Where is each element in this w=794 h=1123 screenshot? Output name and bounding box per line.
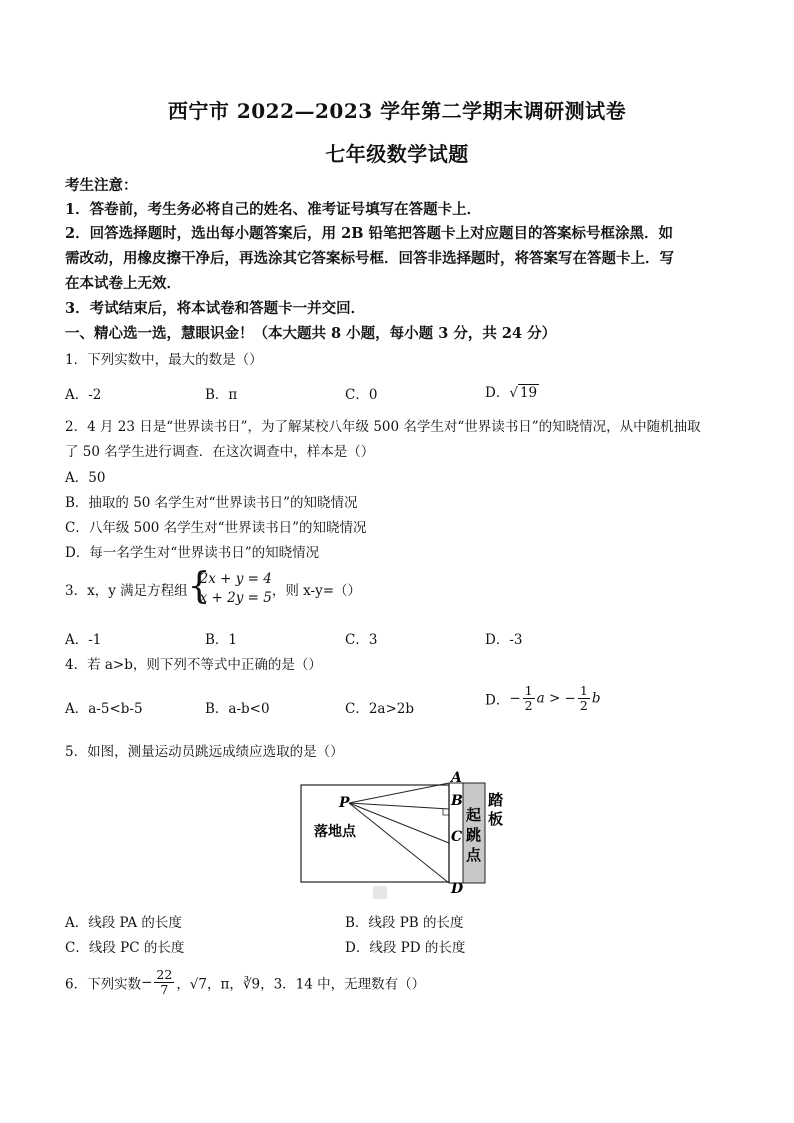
- q4-option-c: C．2a>2b: [345, 701, 415, 717]
- notice-heading: 考生注意：: [65, 177, 138, 194]
- fraction-numerator: 1: [579, 683, 588, 698]
- q1-option-c: C．0: [345, 387, 378, 403]
- page-title: 西宁市 2022—2023 学年第二学期末调研测试卷: [167, 99, 627, 123]
- q1-option-d: [485, 381, 539, 401]
- fraction-denominator: 2: [524, 698, 533, 713]
- q2-option-a: A．50: [65, 470, 106, 486]
- q3-option-c: C．3: [345, 632, 378, 648]
- fraction: [578, 684, 590, 713]
- q1-option-d-label: D．: [485, 385, 510, 401]
- label-landing: 落地点: [314, 824, 356, 840]
- question-1-stem: 1．下列实数中，最大的数是（）: [65, 352, 263, 368]
- q2-option-b: B．抽取的 50 名学生对“世界读书日”的知晓情况: [65, 495, 358, 511]
- variable: b: [591, 690, 601, 707]
- notice-item: 1．答卷前，考生务必将自己的姓名、准考证号填写在答题卡上．: [65, 201, 482, 218]
- q4-option-d-label: D．: [485, 692, 510, 709]
- label-c: C: [451, 829, 463, 845]
- q3-stem-suffix: ，则 x-y=（）: [271, 583, 362, 599]
- brace-symbol: {: [187, 566, 211, 607]
- label-takeoff-1: 起: [466, 806, 482, 824]
- fraction-numerator: 1: [524, 683, 533, 698]
- q3-option-d: D．-3: [485, 632, 523, 648]
- fraction: [154, 968, 174, 997]
- notice-item: 2．回答选择题时，选出每小题答案后，用 2B 铅笔把答题卡上对应题目的答案标号框涂黑．如: [65, 225, 674, 242]
- question-6-stem: [65, 968, 425, 997]
- q4-option-a: A．a-5<b-5: [65, 701, 143, 717]
- q1-option-b: B．π: [205, 387, 238, 403]
- notice-item: 在本试卷上无效．: [65, 275, 181, 292]
- label-board-1: 踏: [488, 791, 504, 809]
- variable: a: [536, 690, 545, 707]
- label-board-2: 板: [488, 810, 504, 828]
- q3-option-b: B．1: [205, 632, 238, 648]
- label-a: A: [451, 770, 462, 786]
- q2-option-c: C．八年级 500 名学生对“世界读书日”的知晓情况: [65, 520, 367, 536]
- notice-item: 3．考试结束后，将本试卷和答题卡一并交回．: [65, 300, 366, 317]
- equation-2: x + 2y = 5: [199, 590, 272, 606]
- label-p: P: [339, 795, 350, 811]
- sqrt-symbol: √ 19: [509, 385, 538, 401]
- q5-option-b: B．线段 PB 的长度: [345, 915, 464, 931]
- equation-system: [187, 566, 272, 608]
- label-takeoff-2: 跳: [466, 826, 482, 844]
- question-5-stem: 5．如图，测量运动员跳远成绩应选取的是（）: [65, 744, 344, 760]
- section-heading: 一、精心选一选，慧眼识金！（本大题共 8 小题，每小题 3 分，共 24 分）: [65, 325, 557, 342]
- q6-stem-suffix: ，√7，π，∛9，3．14 中，无理数有（）: [176, 976, 426, 993]
- minus-sign: −: [141, 974, 153, 991]
- question-2-stem: 2．4 月 23 日是“世界读书日”，为了解某校八年级 500 名学生对“世界读书日”的知晓情况，从中随机抽取: [65, 419, 701, 435]
- q3-stem-prefix: 3．x，y 满足方程组: [65, 583, 188, 599]
- minus-sign: −: [509, 690, 521, 707]
- label-d: D: [451, 881, 464, 897]
- question-2-stem-cont: 了 50 名学生进行调查．在这次调查中，样本是（）: [65, 444, 375, 460]
- fraction: [523, 684, 535, 713]
- notice-item: 需改动，用橡皮擦干净后，再选涂其它答案标号框．回答非选择题时，将答案写在答题卡上．写: [65, 250, 674, 267]
- q6-stem-prefix: 6．下列实数: [65, 976, 142, 993]
- q1-option-a: A．-2: [65, 387, 102, 403]
- long-jump-figure: [285, 765, 515, 900]
- fraction-denominator: 7: [160, 982, 169, 997]
- q4-option-b: B．a-b<0: [205, 701, 270, 717]
- q2-option-d: D．每一名学生对“世界读书日”的知晓情况: [65, 545, 320, 561]
- q5-option-c: C．线段 PC 的长度: [65, 940, 185, 956]
- figure-smudge: [373, 886, 387, 899]
- question-3-stem: [65, 566, 362, 608]
- equation-1: 2x + y = 4: [199, 571, 272, 587]
- q4-option-d: [485, 684, 600, 713]
- page-subtitle: 七年级数学试题: [325, 142, 469, 166]
- question-4-stem: 4．若 a>b，则下列不等式中正确的是（）: [65, 657, 322, 673]
- fraction-denominator: 2: [579, 698, 588, 713]
- operator: > −: [544, 690, 576, 707]
- q1-option-d-radicand: 19: [519, 385, 538, 401]
- q5-option-d: D．线段 PD 的长度: [345, 940, 466, 956]
- q3-option-a: A．-1: [65, 632, 102, 648]
- fraction-numerator: 22: [156, 967, 173, 982]
- q5-option-a: A．线段 PA 的长度: [65, 915, 182, 931]
- label-b: B: [451, 793, 463, 809]
- label-takeoff-3: 点: [466, 846, 482, 864]
